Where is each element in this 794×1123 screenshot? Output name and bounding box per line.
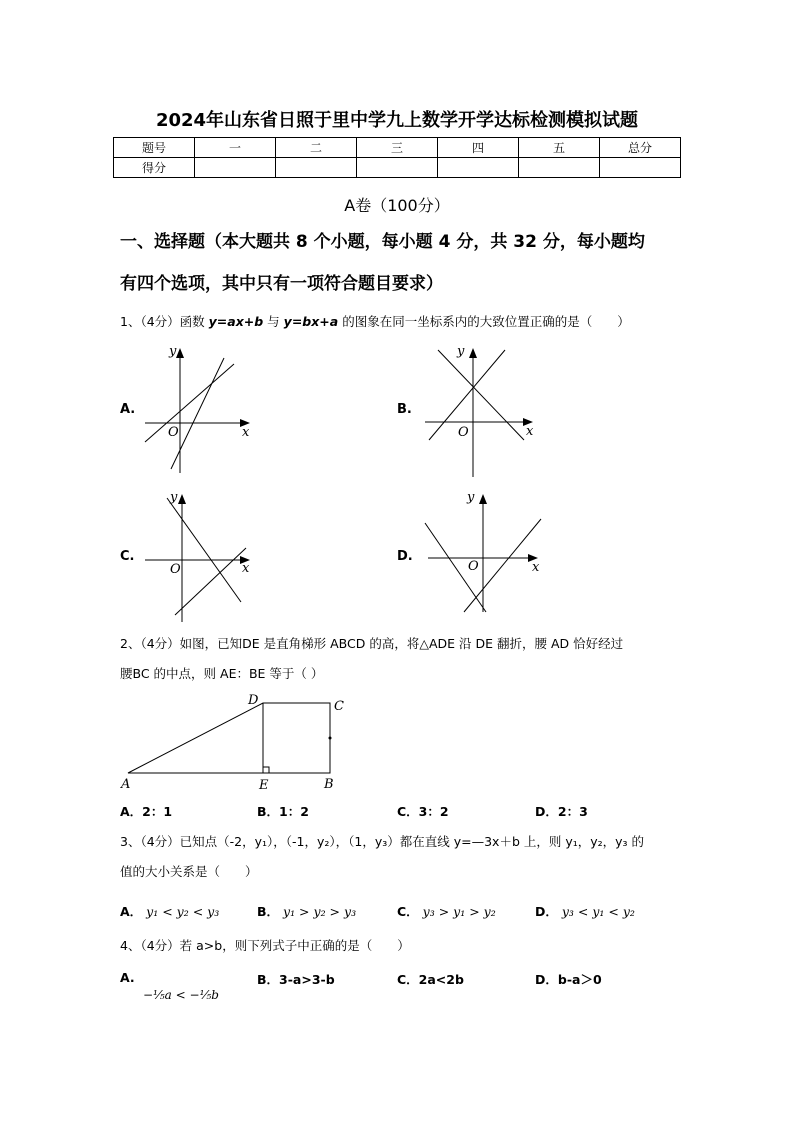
q3-option-d-label: D． (535, 904, 558, 919)
score-cell: 五 (519, 138, 600, 158)
score-input-cell[interactable] (600, 158, 681, 178)
section1-heading-line1: 一、选择题（本大题共 8 个小题，每小题 4 分，共 32 分，每小题均 (120, 232, 645, 252)
origin-label: O (170, 562, 181, 577)
score-table (113, 137, 681, 178)
score-input-cell[interactable] (519, 158, 600, 178)
q3-option-d-math: y₃ < y₁ < y₂ (561, 904, 635, 919)
axis-y-label: y (170, 490, 178, 505)
q2-option-a[interactable]: A．2：1 (120, 804, 173, 819)
q1-function-2: y=bx+a (283, 314, 339, 329)
section1-heading-line2: 有四个选项，其中只有一项符合题目要求） (120, 274, 443, 294)
score-input-cell[interactable] (195, 158, 276, 178)
q1-graph-b (420, 340, 540, 478)
q1-stem (120, 308, 680, 336)
exam-title: 2024年山东省日照于里中学九上数学开学达标检测模拟试题 (155, 110, 639, 131)
score-cell: 三 (357, 138, 438, 158)
origin-label: O (168, 425, 179, 440)
origin-label: O (468, 559, 479, 574)
origin-label: O (458, 425, 469, 440)
q1-graph-d (420, 486, 545, 624)
axis-x-label: x (532, 560, 540, 575)
q3-stem-line2: 值的大小关系是（ ） (120, 864, 258, 879)
q4-option-d[interactable]: D．b-a＞0 (535, 972, 602, 987)
q1-graph-c (140, 486, 260, 624)
score-table-score-row (114, 158, 681, 178)
axis-y-label: y (467, 490, 475, 505)
score-input-cell[interactable] (357, 158, 438, 178)
q1-number: 1、（4分）函数 (120, 314, 205, 329)
q2-option-d[interactable]: D．2：3 (535, 804, 588, 819)
point-a-label: A (121, 777, 131, 792)
q3-option-a[interactable] (120, 902, 219, 920)
point-c-label: C (334, 699, 344, 714)
q2-option-c[interactable]: C．3：2 (397, 804, 449, 819)
point-e-label: E (259, 778, 269, 793)
q1-tail: 的图象在同一坐标系内的大致位置正确的是（ ） (342, 314, 630, 329)
q1-graph-a (140, 340, 255, 475)
q4-option-a-math: −⅕a < −⅕b (143, 988, 219, 1002)
q4-option-c[interactable]: C．2a<2b (397, 972, 464, 987)
q4-option-b[interactable]: B．3-a>3-b (257, 972, 335, 987)
q3-option-c-label: C． (397, 904, 419, 919)
q2-stem-line2: 腰BC 的中点，则 AE：BE 等于（ ） (120, 666, 324, 681)
q1-mid: 与 (267, 314, 280, 329)
q3-stem-line1: 3、（4分）已知点（-2，y₁），（-1，y₂），（1，y₃）都在直线 y=—3x＋b 上，则 y₁，y₂，y₃ 的 (120, 834, 645, 849)
score-cell: 得分 (114, 158, 195, 178)
q3-option-b-math: y₁ > y₂ > y₃ (283, 904, 357, 919)
q2-stem-line1: 2、（4分）如图，已知DE 是直角梯形 ABCD 的高，将△ADE 沿 DE 翻折，腰 AD 恰好经过 (120, 636, 624, 651)
axis-y-label: y (169, 344, 177, 359)
q3-option-a-label: A． (120, 904, 143, 919)
q2-option-b[interactable]: B．1：2 (257, 804, 309, 819)
point-d-label: D (248, 693, 259, 708)
q1-function-1: y=ax+b (208, 314, 264, 329)
q1-option-d-label[interactable]: D. (397, 549, 413, 564)
axis-x-label: x (242, 561, 250, 576)
q3-option-c[interactable] (397, 902, 496, 920)
score-table-header-row (114, 138, 681, 158)
q4-option-a-label[interactable]: A. (120, 970, 135, 985)
axis-x-label: x (526, 424, 534, 439)
q1-option-c-label[interactable]: C. (120, 549, 135, 564)
score-input-cell[interactable] (438, 158, 519, 178)
axis-x-label: x (242, 425, 250, 440)
q4-stem: 4、（4分）若 a>b，则下列式子中正确的是（ ） (120, 938, 410, 953)
q1-option-b-label[interactable]: B. (397, 402, 412, 417)
section-juan-heading: A卷（100分） (344, 196, 450, 215)
score-cell: 二 (276, 138, 357, 158)
score-cell: 题号 (114, 138, 195, 158)
axis-y-label: y (457, 344, 465, 359)
q3-option-b[interactable] (257, 902, 356, 920)
q3-option-d[interactable] (535, 902, 635, 920)
score-input-cell[interactable] (276, 158, 357, 178)
q3-option-a-math: y₁ < y₂ < y₃ (146, 904, 220, 919)
q3-option-b-label: B． (257, 904, 280, 919)
score-cell: 总分 (600, 138, 681, 158)
score-cell: 一 (195, 138, 276, 158)
q2-trapezoid-figure (115, 690, 355, 796)
point-b-label: B (324, 777, 334, 792)
score-cell: 四 (438, 138, 519, 158)
q1-option-a-label[interactable]: A. (120, 402, 136, 417)
q3-option-c-math: y₃ > y₁ > y₂ (422, 904, 496, 919)
